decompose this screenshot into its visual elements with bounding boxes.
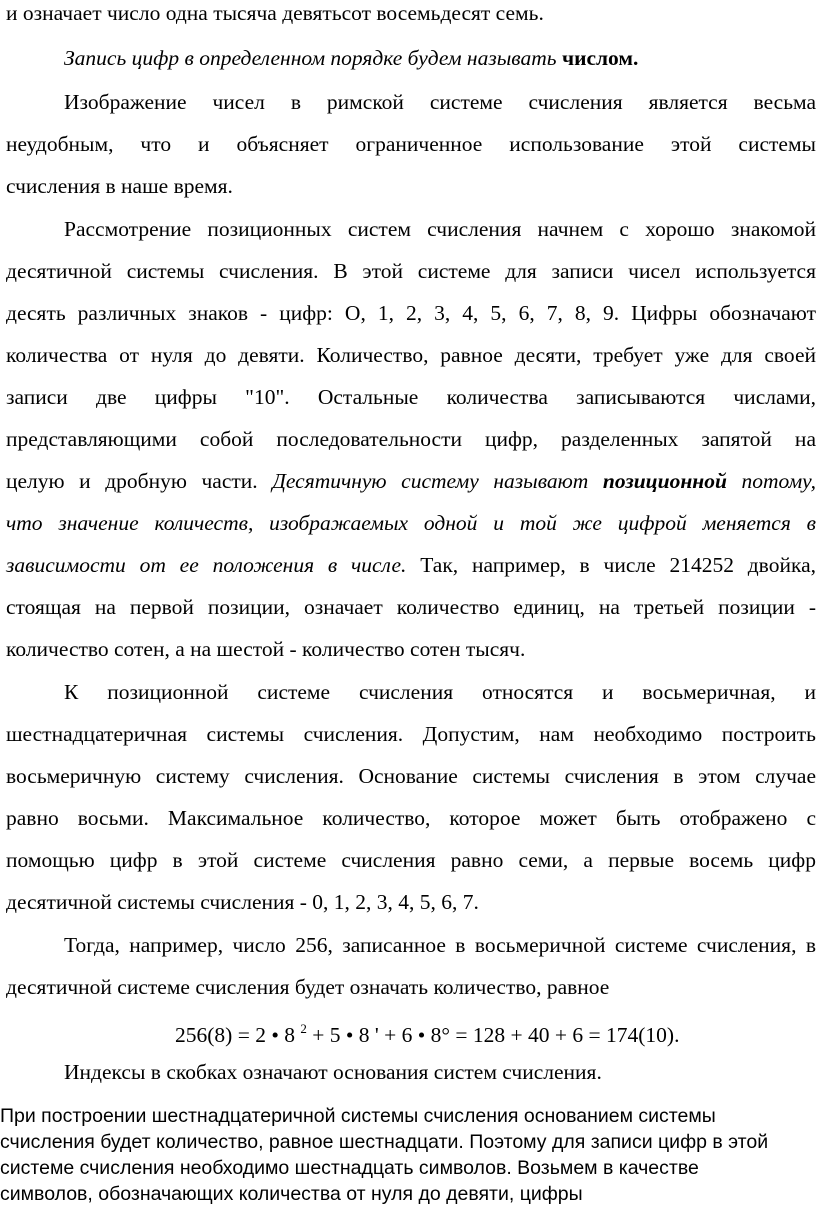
paragraph-line: что значение количеств, изображаемых одной и той же цифрой меняется в: [6, 511, 816, 535]
paragraph-line: помощью цифр в этой системе счисления равно семи, а первые восемь цифр: [6, 848, 816, 872]
paragraph-line: записи две цифры "10". Остальные количества записываются числами,: [6, 385, 816, 409]
formula-exponent: 2: [300, 1021, 307, 1036]
italic-text: Десятичную систему называют: [272, 469, 589, 493]
paragraph-line: десятичной системы счисления. В этой системе для записи чисел используется: [6, 259, 816, 283]
paragraph-line: восьмеричную систему счисления. Основание системы счисления в этом случае: [6, 764, 816, 788]
paragraph-line: К позиционной системе счисления относятся и восьмеричная, и: [64, 680, 816, 704]
text-span: целую и дробную части.: [6, 469, 258, 493]
paragraph-line: количества от нуля до девяти. Количество, равное десяти, требует уже для своей: [6, 343, 816, 367]
formula: [175, 1014, 679, 1050]
paragraph-line: символов, обозначающих количества от нуля до девяти, цифры: [0, 1183, 583, 1205]
paragraph-line: представляющими собой последовательности цифр, разделенных запятой на: [6, 427, 816, 451]
italic-text: Запись цифр в определенном порядке будем называть: [64, 46, 557, 70]
paragraph-line: [6, 550, 816, 580]
paragraph-line: количество сотен, а на шестой - количество сотен тысяч.: [6, 637, 526, 661]
formula-part: 256(8) = 2 • 8: [175, 1023, 301, 1047]
paragraph-line: счисления в наше время.: [6, 174, 233, 198]
paragraph-line: Тогда, например, число 256, записанное в восьмеричной системе счисления, в: [64, 933, 816, 957]
paragraph-line: системе счисления необходимо шестнадцать символов. Возьмем в качестве: [0, 1157, 699, 1179]
paragraph-line: шестнадцатеричная системы счисления. Допустим, нам необходимо построить: [6, 722, 816, 746]
text-span: Так, например, в числе 214252 двойка,: [420, 553, 816, 577]
paragraph-line: [6, 466, 816, 496]
formula-part: + 5 • 8 ' + 6 • 8° = 128 + 40 + 6 = 174(10).: [306, 1023, 680, 1047]
bold-term: числом.: [561, 46, 639, 70]
paragraph-line: стоящая на первой позиции, означает количество единиц, на третьей позиции -: [6, 595, 816, 619]
definition-line: [64, 43, 816, 73]
paragraph-line: неудобным, что и объясняет ограниченное использование этой системы: [6, 132, 816, 156]
paragraph-line: десятичной системе счисления будет означать количество, равное: [6, 975, 610, 999]
paragraph-line: равно восьми. Максимальное количество, которое может быть отображено с: [6, 806, 816, 830]
paragraph-line: Рассмотрение позиционных систем счисления начнем с хорошо знакомой: [64, 217, 816, 241]
paragraph-line: десять различных знаков - цифр: О, 1, 2, 3, 4, 5, 6, 7, 8, 9. Цифры обозначают: [6, 301, 816, 325]
italic-text: потому,: [741, 469, 816, 493]
paragraph-line: При построении шестнадцатеричной системы счисления основанием системы: [0, 1105, 716, 1127]
italic-text: зависимости от ее положения в числе.: [6, 553, 407, 577]
text-line: [6, 0, 816, 28]
bold-italic-term: позиционной: [602, 469, 727, 493]
paragraph-line: Индексы в скобках означают основания систем счисления.: [64, 1060, 602, 1084]
paragraph-line: счисления будет количество, равное шестнадцати. Поэтому для записи цифр в этой: [0, 1131, 769, 1153]
text-span: и означает число одна тысяча девятьсот восемьдесят семь.: [6, 1, 544, 25]
paragraph-line: Изображение чисел в римской системе счисления является весьма: [64, 90, 816, 114]
paragraph-line: десятичной системы счисления - 0, 1, 2, 3, 4, 5, 6, 7.: [6, 890, 479, 914]
